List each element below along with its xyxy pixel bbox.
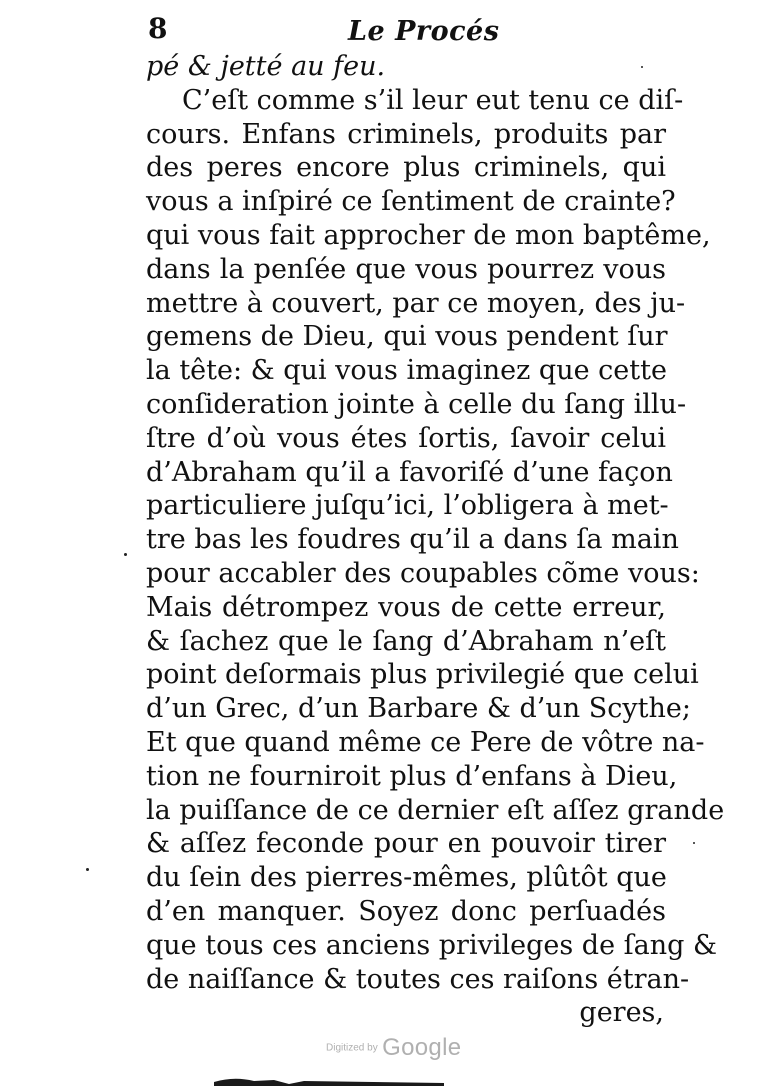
text-line: de naiſſance & toutes ces raiſons étran- <box>146 963 690 995</box>
text-line: des peres encore plus criminels, qui <box>146 152 666 184</box>
text-line: point deſormais plus privilegié que celui <box>146 659 699 691</box>
text-line: vous a inſpiré ce ſentiment de crainte? <box>146 186 676 218</box>
text-line: qui vous fait approcher de mon baptême, <box>146 219 711 251</box>
digitized-prefix: Digitized by <box>326 1042 378 1054</box>
text-line: conſideration jointe à celle du ſang illu- <box>146 388 687 420</box>
text-line: & aſſez feconde pour en pouvoir tirer <box>146 828 666 860</box>
google-logo: Google <box>382 1034 462 1061</box>
text-line: la tête: & qui vous imaginez que cette <box>146 355 667 387</box>
text-line: pé & jetté au feu. <box>146 51 386 82</box>
body-text <box>146 50 725 1030</box>
text-line: d’Abraham qu’il a favoriſé d’une façon <box>146 456 673 488</box>
text-line: tre bas les foudres qu’il a dans ſa main <box>146 524 679 556</box>
ink-speck <box>641 66 643 68</box>
ink-speck <box>124 553 127 556</box>
text-line: Mais détrompez vous de cette erreur, <box>146 591 666 623</box>
text-line: C’eſt comme s’il leur eut tenu ce diſ- <box>182 84 684 116</box>
page-number: 8 <box>148 12 168 45</box>
ink-speck <box>86 868 89 871</box>
text-line: d’en manquer. Soyez donc perſuadés <box>146 895 666 927</box>
catchword: geres, <box>579 997 664 1029</box>
page-header <box>148 8 668 48</box>
ink-speck <box>693 842 695 844</box>
text-line: cours. Enfans criminels, produits par <box>146 118 666 150</box>
text-line: pour accabler des coupables cõme vous: <box>146 557 700 589</box>
digitized-watermark <box>326 1034 461 1062</box>
text-line: ſtre d’où vous étes ſortis, ſavoir celui <box>146 422 666 454</box>
text-line: particuliere juſqu’ici, l’obligera à met- <box>146 490 669 522</box>
text-line: & ſachez que le ſang d’Abraham n’eſt <box>146 625 666 657</box>
running-head: Le Procés <box>348 16 500 47</box>
text-line: que tous ces anciens privileges de ſang & <box>146 929 718 961</box>
text-line: dans la penſée que vous pourrez vous <box>146 253 666 285</box>
text-line: mettre à couvert, par ce moyen, des ju- <box>146 287 686 319</box>
text-line: du ſein des pierres-mêmes, plûtôt que <box>146 862 667 894</box>
text-line: Et que quand même ce Pere de vôtre na- <box>146 726 705 758</box>
text-line: gemens de Dieu, qui vous pendent ſur <box>146 321 668 353</box>
text-line: la puiſſance de ce dernier eſt aſſez grande <box>146 794 725 826</box>
text-line: d’un Grec, d’un Barbare & d’un Scythe; <box>146 693 691 725</box>
text-line: tion ne fourniroit plus d’enfans à Dieu, <box>146 760 678 792</box>
scan-smudge <box>214 1072 444 1086</box>
